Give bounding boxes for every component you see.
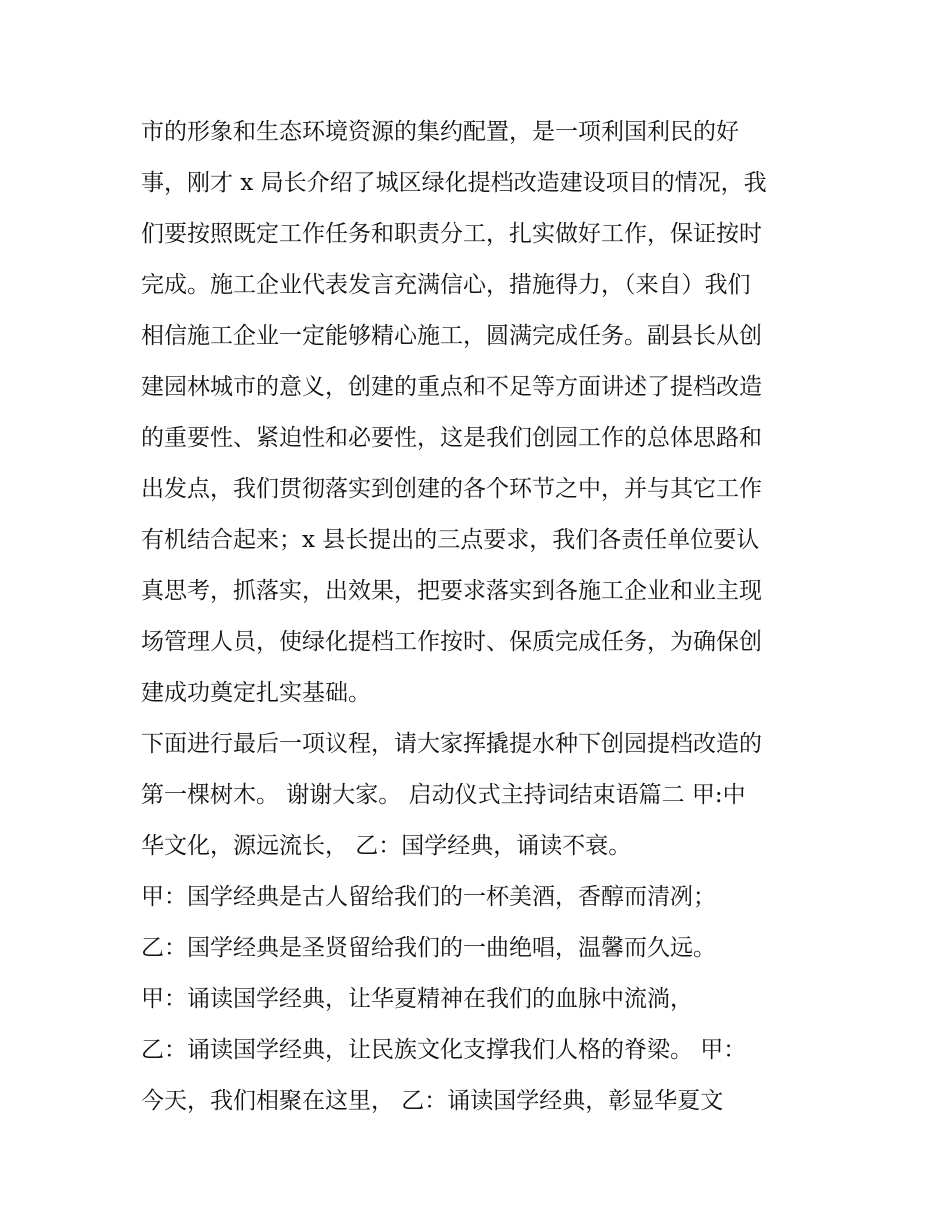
text-line: 乙：国学经典是圣贤留给我们的一曲绝唱，温馨而久远。 xyxy=(141,935,716,961)
text-line: 建成功奠定扎实基础。 xyxy=(141,680,371,706)
text-line: 建园林城市的意义，创建的重点和不足等方面讲述了提档改造 xyxy=(141,374,762,400)
text-line: 下面进行最后一项议程，请大家挥撬提水种下创园提档改造的 xyxy=(141,731,762,757)
text-line: 第一棵树木。 谢谢大家。 启动仪式主持词结束语篇二 甲:中 xyxy=(141,782,746,808)
text-line: 们要按照既定工作任务和职责分工，扎实做好工作，保证按时 xyxy=(141,221,762,247)
text-line: 甲：国学经典是古人留给我们的一杯美酒，香醇而清冽； xyxy=(141,884,716,910)
text-line: 今天，我们相聚在这里， 乙：诵读国学经典，彰显华夏文 xyxy=(141,1088,724,1114)
text-line: 相信施工企业一定能够精心施工，圆满完成任务。副县长从创 xyxy=(141,323,762,349)
text-line: 乙：诵读国学经典，让民族文化支撑我们人格的脊梁。 甲： xyxy=(141,1037,747,1063)
text-line: 完成。施工企业代表发言充满信心，措施得力，（来自）我们 xyxy=(141,272,751,298)
text-line: 场管理人员，使绿化提档工作按时、保质完成任务，为确保创 xyxy=(141,629,762,655)
text-line: 的重要性、紧迫性和必要性，这是我们创园工作的总体思路和 xyxy=(141,425,762,451)
text-line: 甲：诵读国学经典，让华夏精神在我们的血脉中流淌， xyxy=(141,986,693,1012)
text-line: 真思考，抓落实，出效果，把要求落实到各施工企业和业主现 xyxy=(141,578,762,604)
text-line: 市的形象和生态环境资源的集约配置，是一项利国利民的好 xyxy=(141,119,739,145)
body-text xyxy=(141,107,821,1127)
text-line: 事，刚才 x 局长介绍了城区绿化提档改造建设项目的情况，我 xyxy=(141,170,767,196)
text-line: 出发点，我们贯彻落实到创建的各个环节之中，并与其它工作 xyxy=(141,476,762,502)
text-line: 华文化，源远流长， 乙：国学经典，诵读不衰。 xyxy=(141,833,632,859)
text-line: 有机结合起来；x 县长提出的三点要求，我们各责任单位要认 xyxy=(141,527,760,553)
